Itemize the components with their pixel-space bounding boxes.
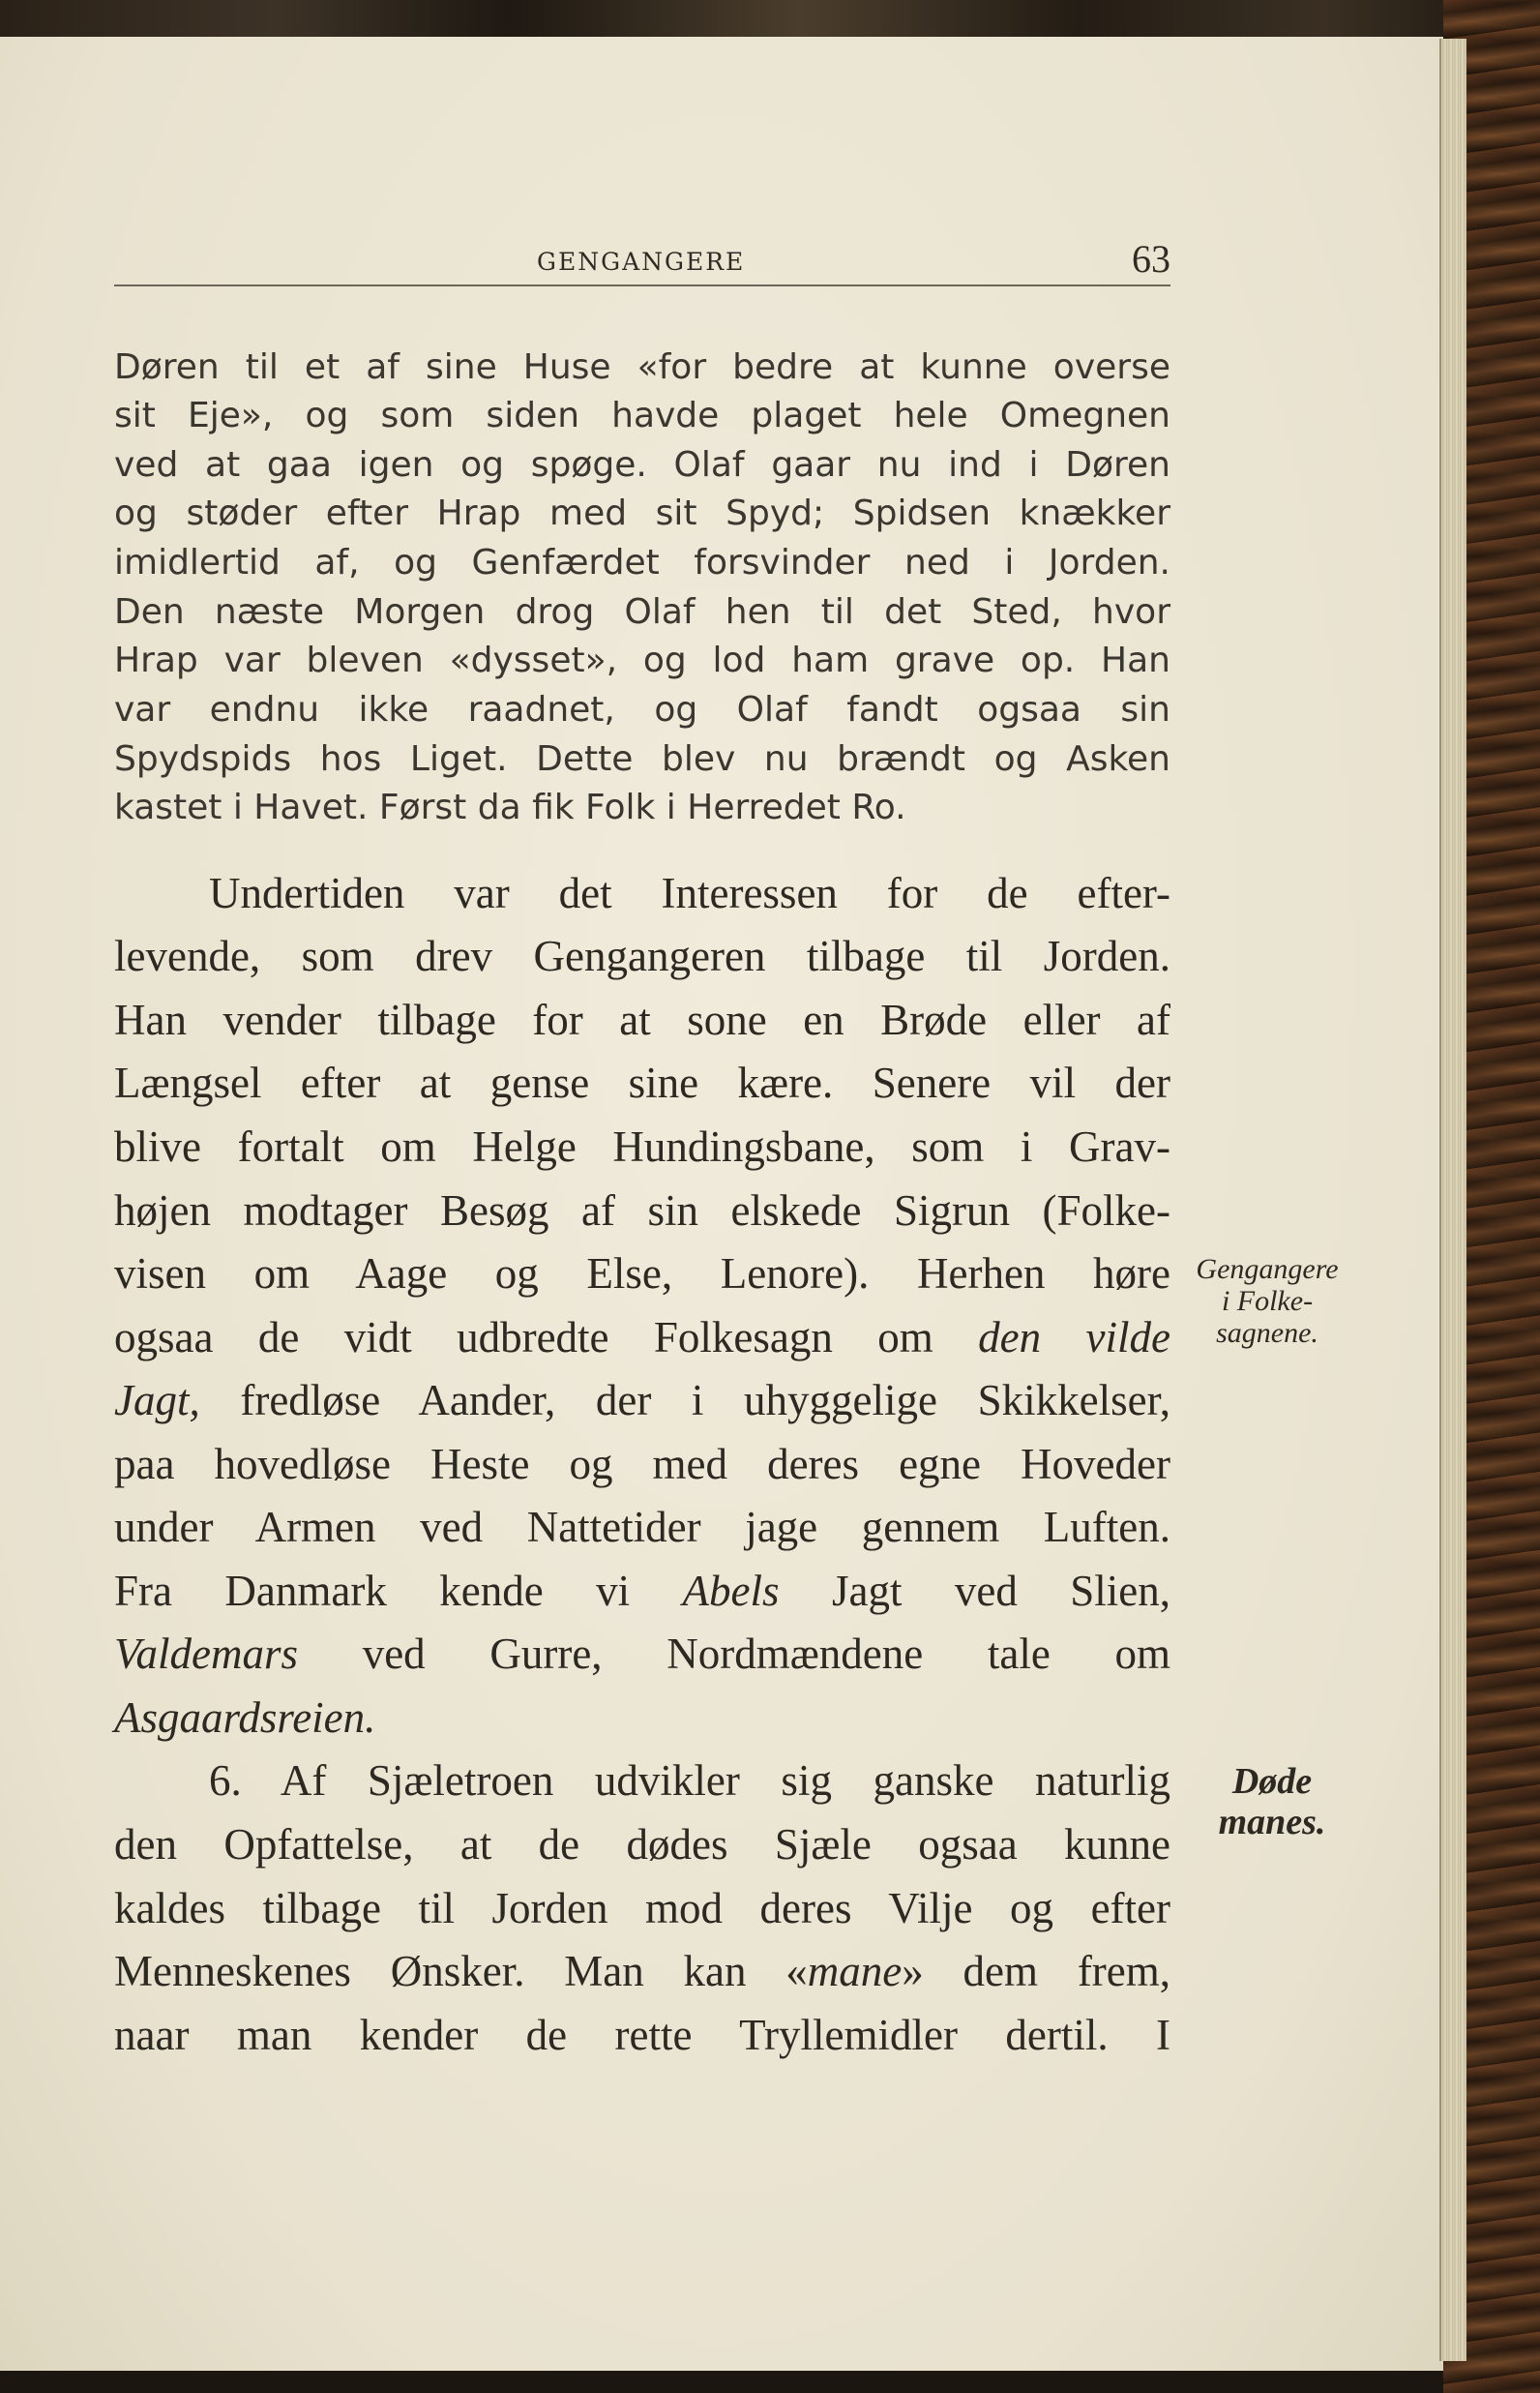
text-line: kaldes tilbage til Jorden mod deres Vilje og efter — [114, 1884, 1170, 1932]
marginal-note-gengangere — [1175, 1253, 1359, 1349]
text-segment: Af Sjæletroen udvikler sig ganske naturlig — [280, 1756, 1170, 1805]
italic-term: mane — [807, 1947, 903, 1995]
page-header — [114, 223, 1170, 281]
marginal-note-line: Gengangere — [1196, 1253, 1339, 1285]
text-segment: Jagt ved Slien, — [831, 1567, 1171, 1615]
text-line: Undertiden var det Interessen for de efter- — [209, 869, 1170, 917]
italic-term: den vilde — [978, 1313, 1170, 1361]
text-segment: Menneskenes Ønsker. Man kan « — [114, 1947, 808, 1995]
marginal-note-line: i Folke- — [1221, 1285, 1314, 1317]
book-top-edge — [0, 0, 1540, 39]
text-segment: » dem frem, — [902, 1947, 1171, 1995]
page-number: 63 — [1132, 237, 1170, 281]
text-line — [114, 1567, 1170, 1615]
text-line: den Opfattelse, at de dødes Sjæle ogsaa kunne — [114, 1820, 1170, 1869]
text-segment: ved Gurre, Nordmændene tale om — [362, 1630, 1170, 1678]
text-line: paa hovedløse Heste og med deres egne Hoveder — [114, 1440, 1170, 1488]
text-line: sit Eje», og som siden havde plaget hele Omegnen — [114, 396, 1170, 435]
text-line: Døren til et af sine Huse «for bedre at kunne overse — [114, 347, 1170, 387]
text-segment: fredløse Aander, der i uhyggelige Skikkelser, — [240, 1376, 1171, 1424]
text-line: kastet i Havet. Først da fik Folk i Herredet Ro. — [114, 788, 906, 827]
italic-term: Abels — [682, 1567, 780, 1615]
text-line: blive fortalt om Helge Hundingsbane, som i Grav- — [114, 1122, 1170, 1171]
italic-term: Asgaardsreien. — [114, 1693, 376, 1742]
marginal-note-line: Døde — [1231, 1761, 1313, 1802]
italic-term: Jagt, — [114, 1376, 200, 1424]
text-line: levende, som drev Gengangeren tilbage til Jorden. — [114, 932, 1170, 980]
text-segment: ogsaa de vidt udbredte Folkesagn om — [114, 1313, 933, 1361]
text-line — [114, 1630, 1170, 1678]
text-line: Spydspids hos Liget. Dette blev nu brændt og Asken — [114, 739, 1170, 779]
italic-term: Valdemars — [114, 1630, 298, 1678]
text-line: under Armen ved Nattetider jage gennem Luften. — [114, 1503, 1170, 1551]
text-line — [114, 1756, 1170, 1805]
text-line: var endnu ikke raadnet, og Olaf fandt ogsaa sin — [114, 690, 1170, 730]
text-line: og støder efter Hrap med sit Spyd; Spidsen knækker — [114, 494, 1170, 533]
text-line: imidlertid af, og Genfærdet forsvinder ned i Jorden. — [114, 543, 1170, 583]
text-line: naar man kender de rette Tryllemidler dertil. I — [114, 2011, 1170, 2059]
text-line — [114, 1947, 1170, 1995]
text-line: Den næste Morgen drog Olaf hen til det Sted, hvor — [114, 592, 1170, 632]
text-line: ved at gaa igen og spøge. Olaf gaar nu ind i Døren — [114, 445, 1170, 485]
text-line: højen modtager Besøg af sin elskede Sigrun (Folke- — [114, 1186, 1170, 1235]
marginal-note-line: manes. — [1218, 1802, 1326, 1842]
text-line — [114, 1313, 1170, 1361]
text-segment: Fra Danmark kende vi — [114, 1567, 631, 1615]
text-line: Længsel efter at gense sine kære. Senere vil der — [114, 1059, 1170, 1107]
text-line: Hrap var bleven «dysset», og lod ham grave op. Han — [114, 641, 1170, 680]
text-line: visen om Aage og Else, Lenore). Herhen høre — [114, 1249, 1170, 1298]
text-line — [114, 1376, 1170, 1424]
section-number: 6. — [209, 1756, 242, 1805]
marginal-note-dode-manes — [1199, 1761, 1345, 1842]
running-title: GENGANGERE — [537, 248, 746, 276]
text-line — [114, 1693, 1170, 1742]
header-rule — [114, 284, 1170, 286]
text-line: Han vender tilbage for at sone en Brøde eller af — [114, 996, 1170, 1044]
marginal-note-line: sagnene. — [1216, 1317, 1318, 1349]
page-edges — [1439, 39, 1466, 2361]
